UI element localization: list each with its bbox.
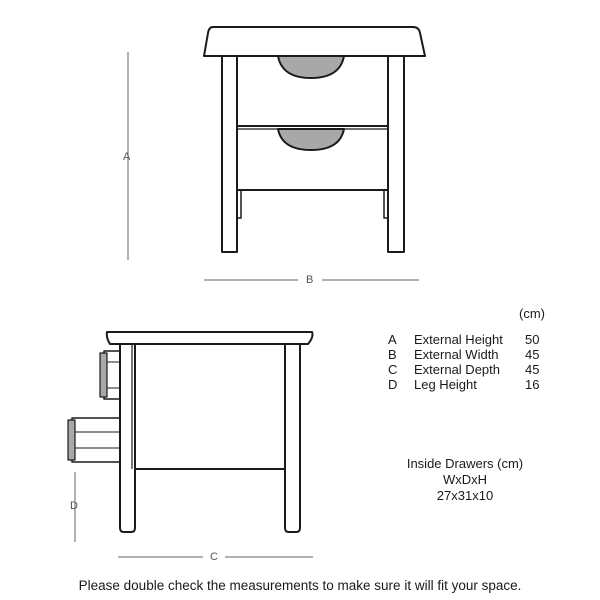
spec-label: Leg Height (414, 377, 477, 392)
spec-value: 45 (525, 362, 540, 377)
dim-b-label: B (306, 274, 314, 286)
side-tabletop (107, 332, 313, 344)
inside-drawers-title: Inside Drawers (cm) (406, 456, 524, 471)
spec-label: External Depth (414, 362, 500, 377)
bottom-drawer-handle (278, 129, 344, 150)
spec-value: 50 (525, 332, 540, 347)
top-drawer-handle-side (100, 353, 107, 397)
measurement-footnote: Please double check the measurements to make sure it will fit your space. (78, 578, 522, 593)
bottom-drawer-handle-side (68, 420, 75, 460)
spec-letter: C (388, 362, 398, 377)
spec-label: External Height (414, 332, 503, 347)
dim-c-label: C (210, 551, 218, 563)
side-view (68, 332, 313, 532)
spec-letter: D (388, 377, 398, 392)
spec-letter: A (388, 332, 397, 347)
spec-value: 45 (525, 347, 540, 362)
spec-value: 16 (525, 377, 540, 392)
inside-drawers-format: WxDxH (442, 472, 488, 487)
spec-letter: B (388, 347, 397, 362)
side-back-leg (285, 344, 300, 532)
top-drawer-handle (278, 56, 344, 78)
front-tabletop (204, 27, 425, 56)
side-front-leg (120, 344, 135, 532)
front-right-leg (388, 56, 404, 252)
front-left-leg (222, 56, 237, 252)
units-label: (cm) (519, 306, 545, 321)
front-view (204, 27, 425, 252)
bottom-drawer-pulled (72, 418, 120, 462)
dim-d-label: D (70, 500, 78, 512)
dimension-lines (75, 52, 419, 557)
spec-label: External Width (414, 347, 499, 362)
inside-drawers-block (385, 456, 545, 504)
dim-a-label: A (123, 151, 131, 163)
inside-drawers-values: 27x31x10 (436, 488, 494, 503)
